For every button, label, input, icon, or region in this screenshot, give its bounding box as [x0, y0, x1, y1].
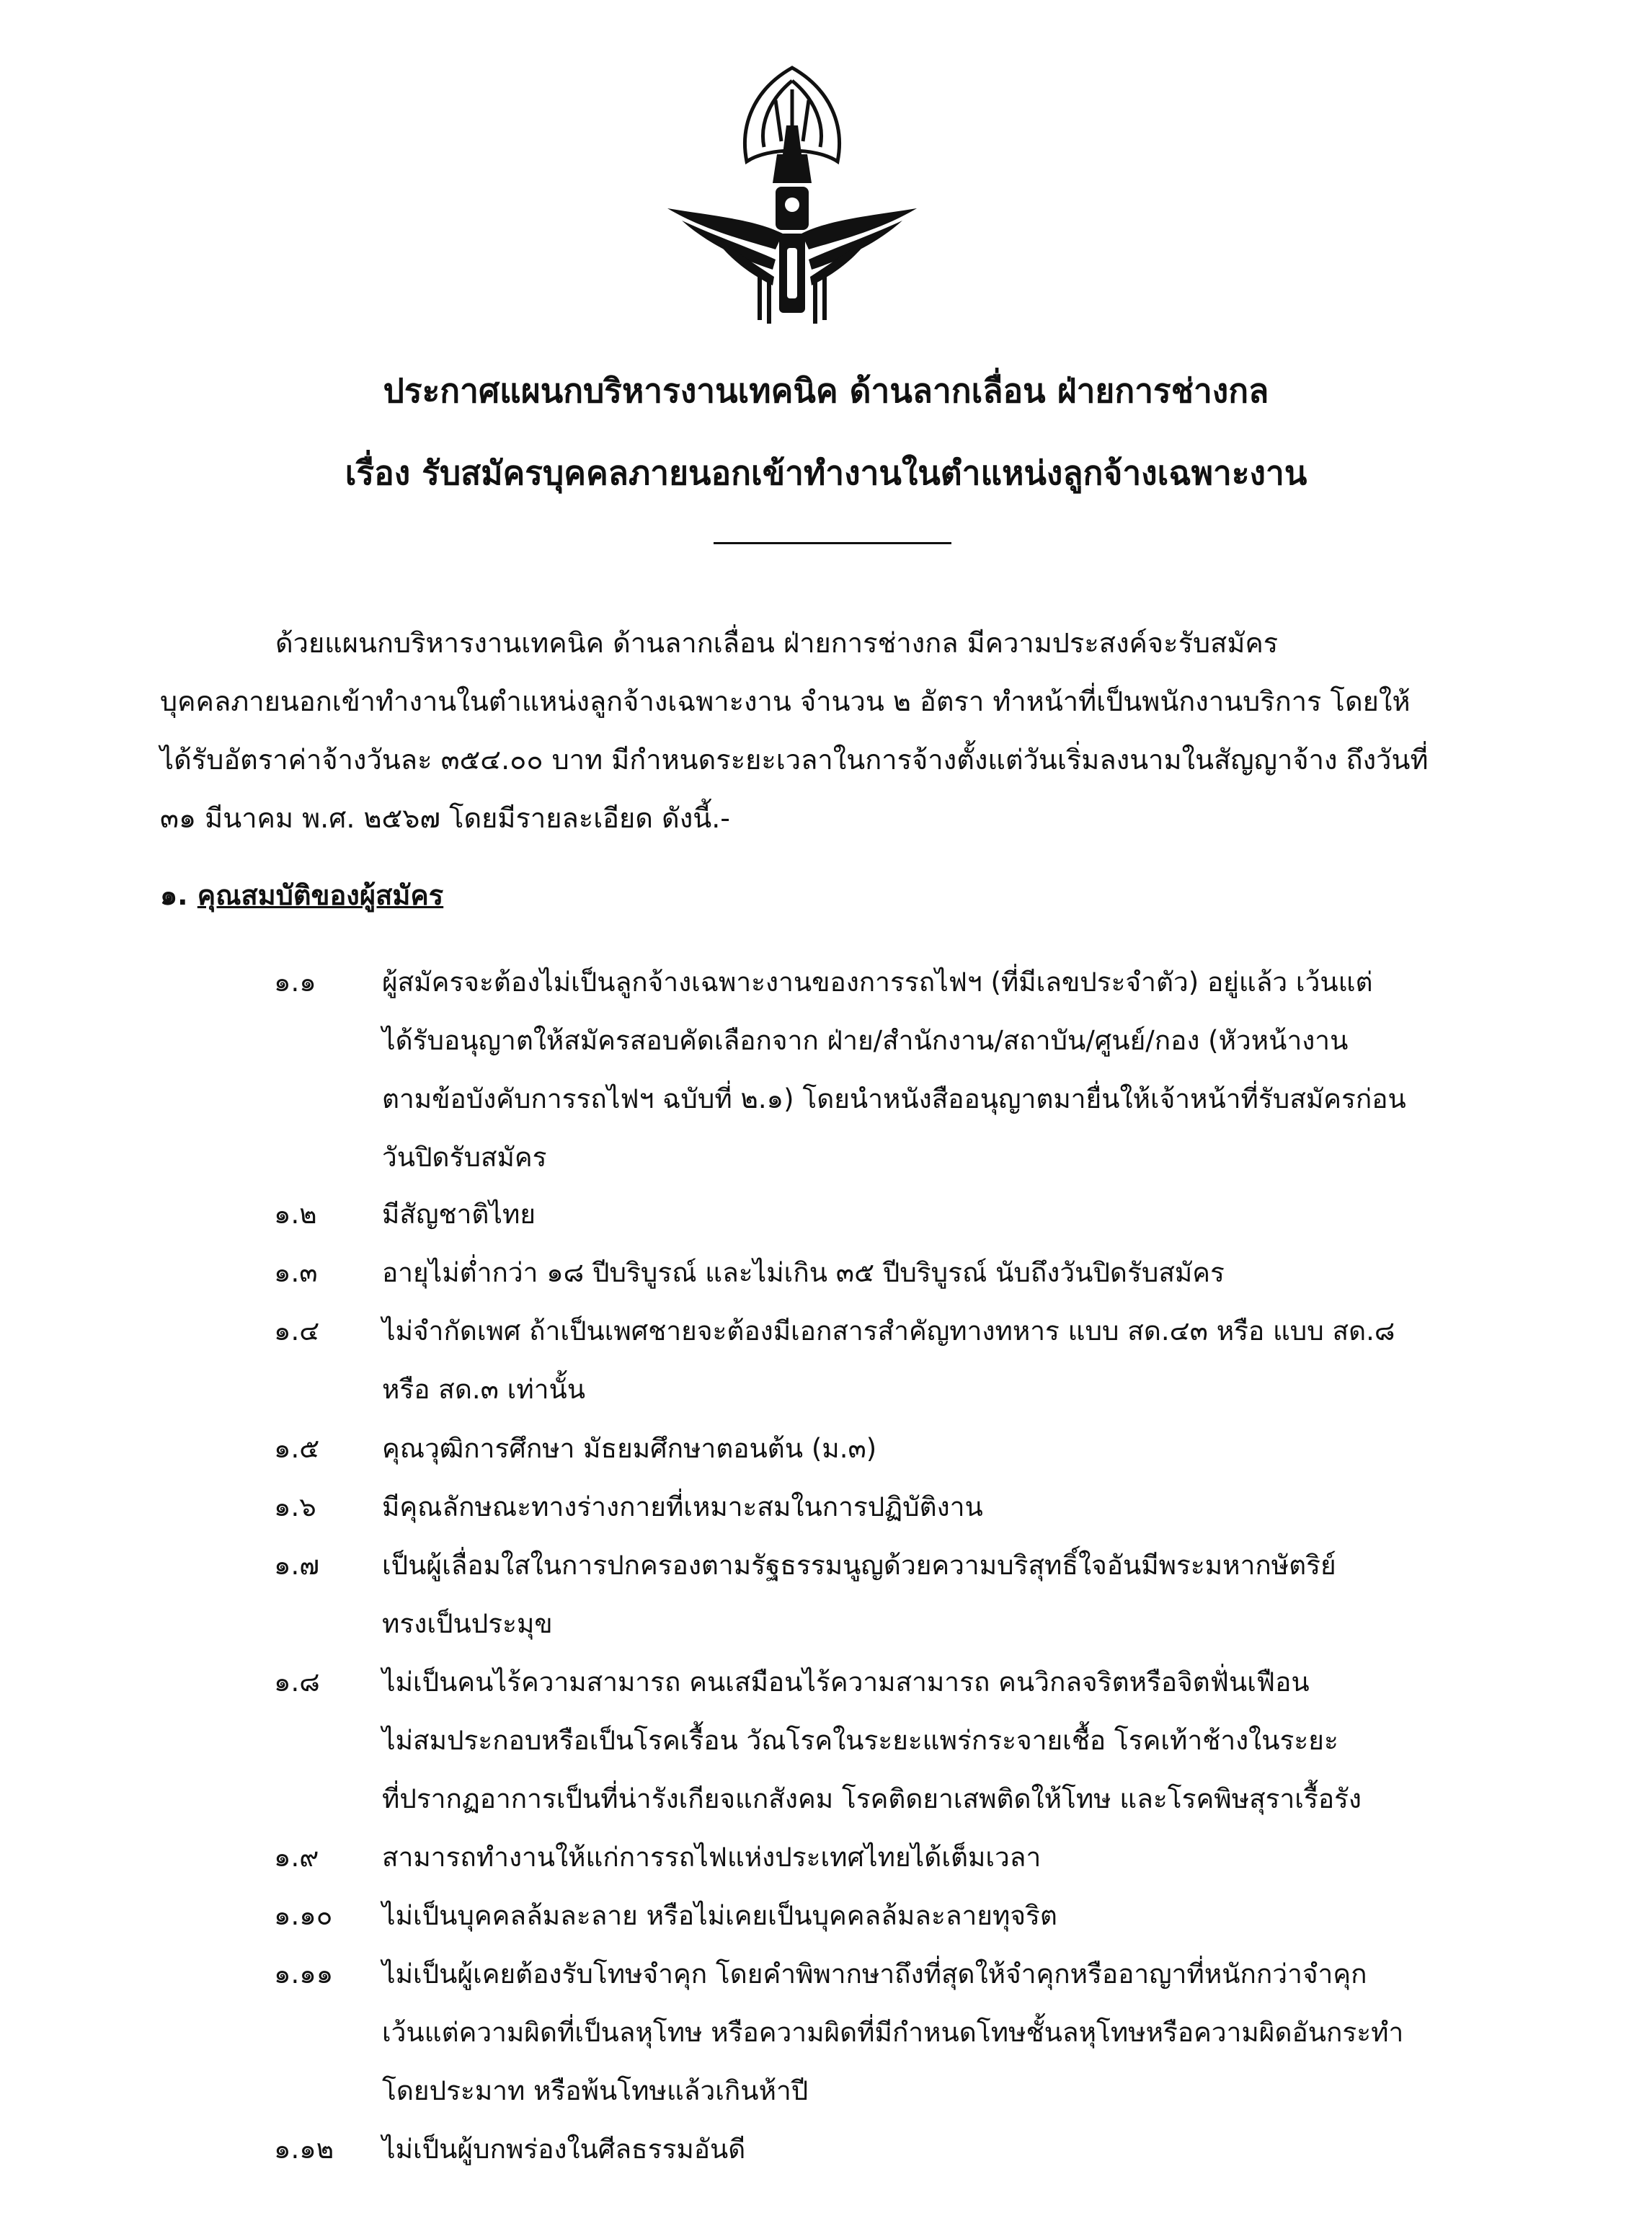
item-line: ไม่เป็นผู้บกพร่องในศีลธรรมอันดี	[382, 2134, 746, 2165]
item-number: ๑.๒	[274, 1199, 317, 1230]
item-line: ผู้สมัครจะต้องไม่เป็นลูกจ้างเฉพาะงานของการรถไฟฯ (ที่มีเลขประจำตัว) อยู่แล้ว เว้นแต่	[382, 967, 1373, 998]
item-number: ๑.๑	[274, 967, 316, 998]
section-label: คุณสมบัติของผู้สมัคร	[197, 879, 444, 911]
intro-line: ๓๑ มีนาคม พ.ศ. ๒๕๖๗ โดยมีรายละเอียด ดังนี้.-	[160, 802, 731, 834]
title-divider	[714, 542, 951, 544]
item-text	[382, 1828, 1492, 1886]
item-number: ๑.๑๐	[274, 1900, 333, 1931]
item-text	[382, 1185, 1492, 1243]
item-number: ๑.๘	[274, 1667, 320, 1698]
item-text	[382, 1419, 1492, 1478]
item-text	[382, 2120, 1492, 2178]
item-number: ๑.๕	[274, 1433, 320, 1464]
item-line: ที่ปรากฏอาการเป็นที่น่ารังเกียจแกสังคม โรคติดยาเสพติดให้โทษ และโรคพิษสุราเรื้อรัง	[382, 1783, 1362, 1814]
item-line: คุณวุฒิการศึกษา มัธยมศึกษาตอนต้น (ม.๓)	[382, 1433, 877, 1464]
item-line: ได้รับอนุญาตให้สมัครสอบคัดเลือกจาก ฝ่าย/สำนักงาน/สถาบัน/ศูนย์/กอง (หัวหน้างาน	[382, 1025, 1349, 1056]
section-number: ๑.	[160, 879, 188, 911]
item-text	[382, 1536, 1492, 1653]
item-line: ไม่เป็นผู้เคยต้องรับโทษจำคุก โดยคำพิพากษาถึงที่สุดให้จำคุกหรืออาญาที่หนักกว่าจำคุก	[382, 1959, 1367, 1989]
item-number: ๑.๔	[274, 1316, 320, 1347]
item-text	[382, 1302, 1492, 1419]
intro-line: ได้รับอัตราค่าจ้างวันละ ๓๕๔.๐๐ บาท มีกำหนดระยะเวลาในการจ้างตั้งแต่วันเริ่มลงนามในสัญญาจ้าง ถึงวันที่	[160, 744, 1429, 776]
item-line: ไม่เป็นบุคคลล้มละลาย หรือไม่เคยเป็นบุคคลล้มละลายทุจริต	[382, 1900, 1057, 1931]
item-text	[382, 1886, 1492, 1945]
intro-line: ด้วยแผนกบริหารงานเทคนิค ด้านลากเลื่อน ฝ่ายการช่างกล มีความประสงค์จะรับสมัคร	[275, 627, 1279, 659]
item-line: ไม่จำกัดเพศ ถ้าเป็นเพศชายจะต้องมีเอกสารสำคัญทางทหาร แบบ สด.๔๓ หรือ แบบ สด.๘	[382, 1316, 1395, 1347]
item-text	[382, 1653, 1492, 1828]
item-text	[382, 1243, 1492, 1302]
item-line: มีสัญชาติไทย	[382, 1199, 536, 1230]
item-text	[382, 953, 1492, 1186]
item-number: ๑.๙	[274, 1842, 319, 1873]
item-line: วันปิดรับสมัคร	[382, 1142, 547, 1173]
item-line: โดยประมาท หรือพ้นโทษแล้วเกินห้าปี	[382, 2075, 809, 2106]
item-line: ไม่เป็นคนไร้ความสามารถ คนเสมือนไร้ความสามารถ คนวิกลจริตหรือจิตฟั่นเฟือน	[382, 1667, 1310, 1698]
item-line: สามารถทำงานให้แก่การรถไฟแห่งประเทศไทยได้เต็มเวลา	[382, 1842, 1042, 1873]
item-line: ทรงเป็นประมุข	[382, 1608, 553, 1639]
item-line: มีคุณลักษณะทางร่างกายที่เหมาะสมในการปฏิบัติงาน	[382, 1491, 983, 1522]
item-number: ๑.๗	[274, 1550, 320, 1581]
section-heading	[160, 874, 443, 917]
item-line: เว้นแต่ความผิดที่เป็นลหุโทษ หรือความผิดที่มีกำหนดโทษชั้นลหุโทษหรือความผิดอันกระทำ	[382, 2017, 1404, 2048]
item-line: อายุไม่ต่ำกว่า ๑๘ ปีบริบูรณ์ และไม่เกิน ๓๕ ปีบริบูรณ์ นับถึงวันปิดรับสมัคร	[382, 1257, 1225, 1288]
state-railway-emblem-logo	[667, 61, 917, 327]
item-text	[382, 1945, 1492, 2120]
intro-paragraph	[160, 614, 1499, 848]
item-number: ๑.๖	[274, 1491, 316, 1522]
item-line: ไม่สมประกอบหรือเป็นโรคเรื้อน วัณโรคในระยะแพร่กระจายเชื้อ โรคเท้าช้างในระยะ	[382, 1725, 1338, 1756]
item-line: ตามข้อบังคับการรถไฟฯ ฉบับที่ ๒.๑) โดยนำหนังสืออนุญาตมายื่นให้เจ้าหน้าที่รับสมัครก่อน	[382, 1083, 1406, 1114]
item-line: หรือ สด.๓ เท่านั้น	[382, 1374, 586, 1405]
item-number: ๑.๑๑	[274, 1959, 334, 1989]
item-text	[382, 1478, 1492, 1536]
item-line: เป็นผู้เลื่อมใสในการปกครองตามรัฐธรรมนูญด้วยความบริสุทธิ์ใจอันมีพระมหากษัตริย์	[382, 1550, 1336, 1581]
item-number: ๑.๑๒	[274, 2134, 334, 2165]
intro-line: บุคคลภายนอกเข้าทำงานในตำแหน่งลูกจ้างเฉพาะงาน จำนวน ๒ อัตรา ทำหน้าที่เป็นพนักงานบริการ โดยให้	[160, 686, 1411, 717]
announcement-subject: เรื่อง รับสมัครบุคคลภายนอกเข้าทำงานในตำแหน่งลูกจ้างเฉพาะงาน	[345, 453, 1307, 492]
item-number: ๑.๓	[274, 1257, 318, 1288]
announcement-title: ประกาศแผนกบริหารงานเทคนิค ด้านลากเลื่อน ฝ่ายการช่างกล	[383, 371, 1269, 410]
